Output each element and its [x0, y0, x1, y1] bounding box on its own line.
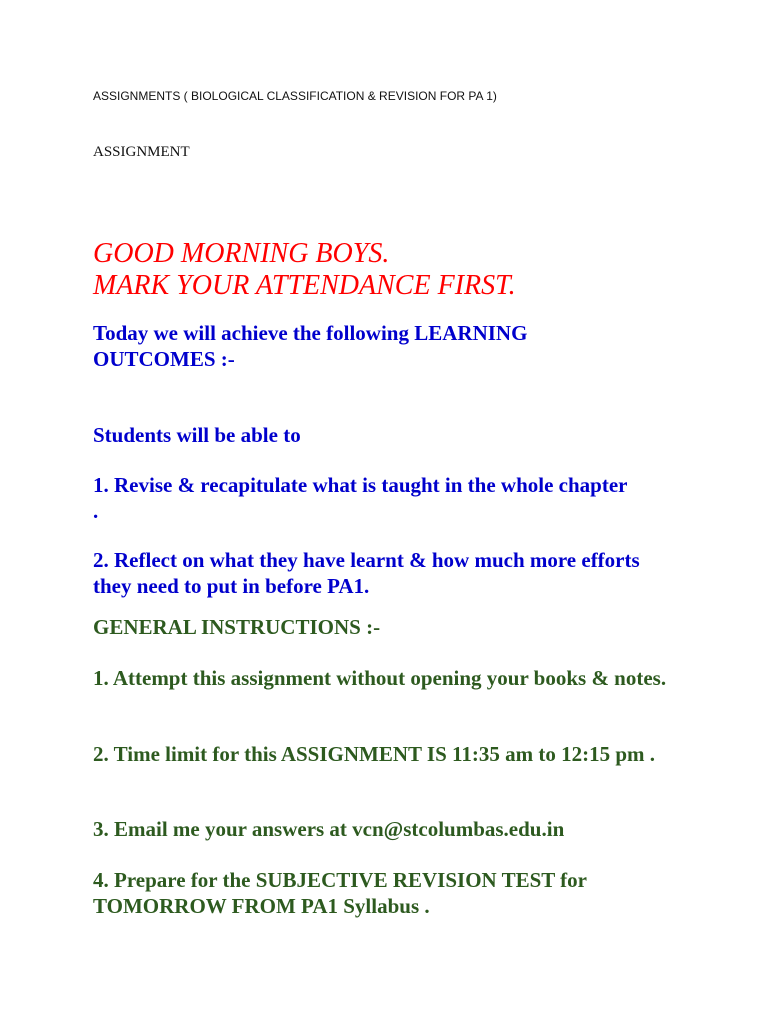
learning-outcome-1: 1. Revise & recapitulate what is taught in the whole chapter .: [93, 473, 628, 523]
document-header: ASSIGNMENTS ( BIOLOGICAL CLASSIFICATION & REVISION FOR PA 1): [93, 89, 497, 103]
students-able-to: Students will be able to: [93, 423, 301, 447]
learning-outcome-2: 2. Reflect on what they have learnt & how much more efforts they need to put in before PA1.: [93, 548, 640, 598]
greeting: [93, 238, 516, 302]
instruction-3: 3. Email me your answers at vcn@stcolumbas.edu.in: [93, 817, 565, 841]
instruction-4: 4. Prepare for the SUBJECTIVE REVISION TEST for TOMORROW FROM PA1 Syllabus .: [93, 868, 587, 918]
greeting-line-1: GOOD MORNING BOYS.: [93, 238, 390, 269]
instruction-1: 1. Attempt this assignment without opening your books & notes.: [93, 666, 667, 690]
instruction-2: 2. Time limit for this ASSIGNMENT IS 11:35 am to 12:15 pm .: [93, 742, 655, 766]
greeting-line-2: MARK YOUR ATTENDANCE FIRST.: [93, 270, 516, 301]
assignment-label: ASSIGNMENT: [93, 144, 190, 160]
learning-outcomes-intro: Today we will achieve the following LEARNING OUTCOMES :-: [93, 321, 528, 371]
general-instructions-title: GENERAL INSTRUCTIONS :-: [93, 615, 381, 639]
